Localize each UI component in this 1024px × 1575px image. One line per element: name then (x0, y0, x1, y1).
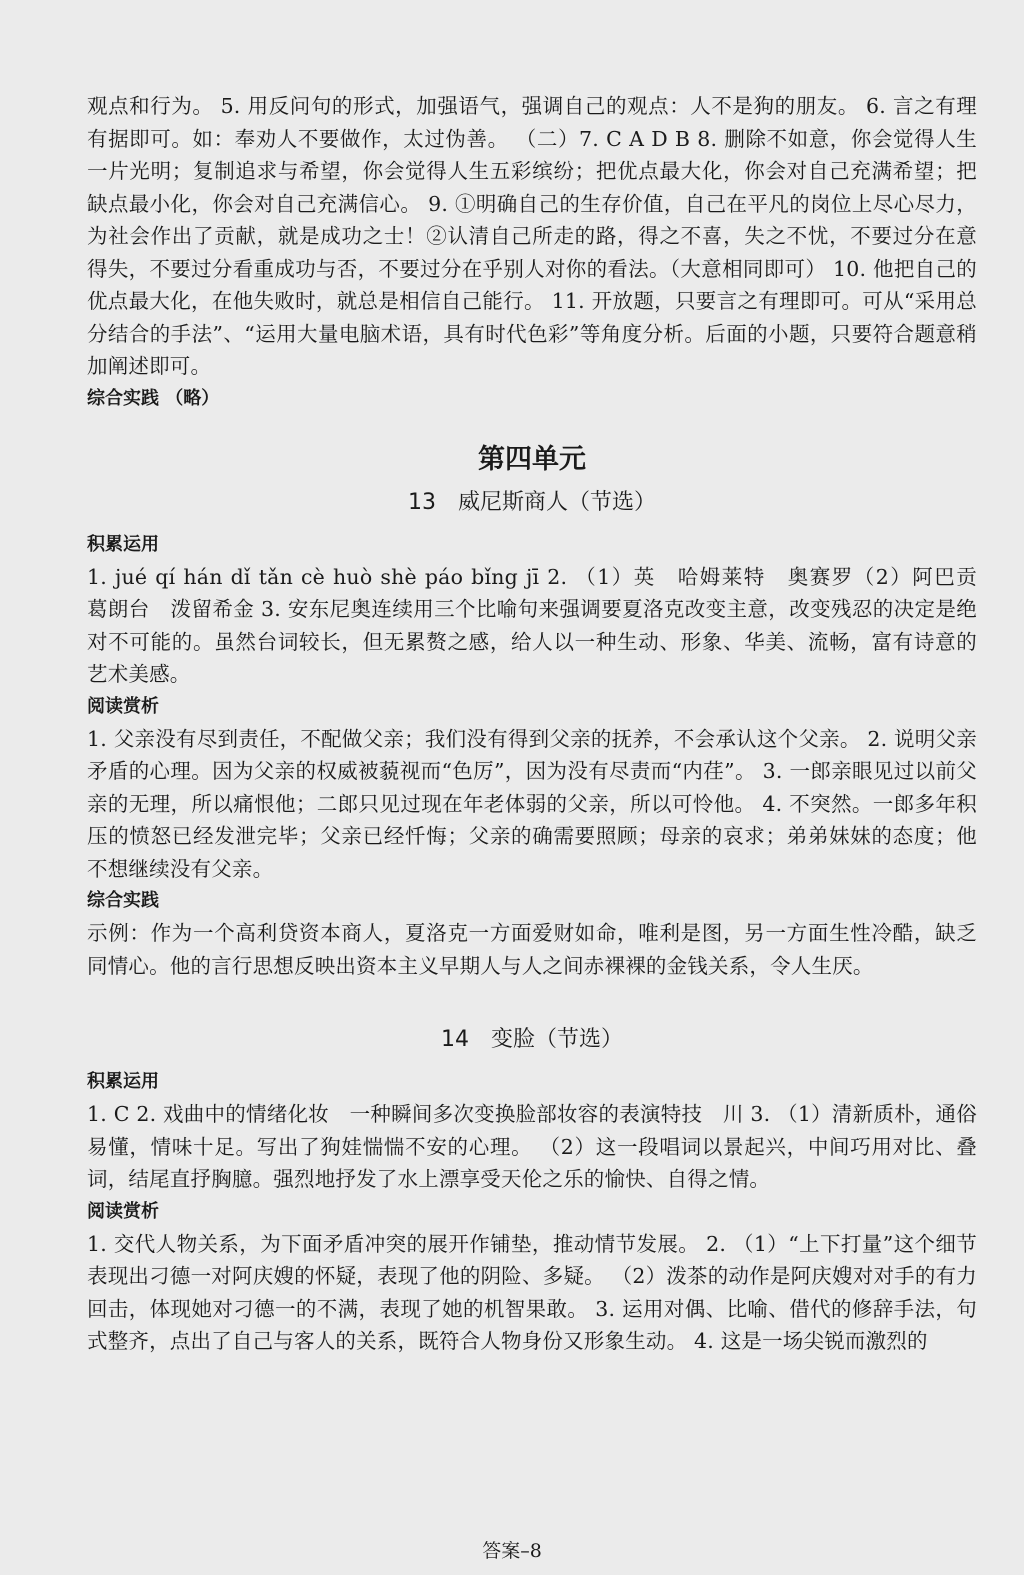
lesson13-section-accumulation-text: 1. jué qí hán dǐ tǎn cè huò shè páo bǐng jī 2. （1）英 哈姆莱特 奥赛罗（2）阿巴贡 葛朗台 泼留希金 3. 安东尼奥连续用三个比喻句来强调要夏洛克改变主意，改变残忍的决定是绝对不可能的。虽然台词较长，但无累赘之感，给人以一种生动、形象、华美、流畅，富有诗意的艺术美感。 (87, 564, 998, 686)
lesson14-section-accumulation-heading: 积累运用 (87, 1071, 159, 1092)
lesson13-title: 13 威尼斯商人（节选） (408, 489, 656, 515)
lesson14-section-reading-heading: 阅读赏析 (87, 1200, 159, 1222)
lesson13-section-reading-text: 1. 父亲没有尽到责任，不配做父亲；我们没有得到父亲的抚养，不会承认这个父亲。 2. 说明父亲矛盾的心理。因为父亲的权威被藐视而“色厉”，因为没有尽责而“内荏”。 3. 一郎亲眼见过以前父亲的无理，所以痛恨他；二郎只见过现在年老体弱的父亲，所以可怜他。 4. 不突然。一郎多年积压的愤怒已经发泄完毕；父亲已经忏悔；父亲的确需要照顾；母亲的哀求；弟弟妹妹的态度；他不想继续没有父亲。 (87, 726, 977, 881)
unit-title: 第四单元 (478, 443, 586, 475)
lesson13-section-accumulation-heading: 积累运用 (87, 533, 159, 555)
lesson13-section-reading-heading: 阅读赏析 (87, 695, 159, 717)
lesson13-section-practice-text: 示例：作为一个高利贷资本商人，夏洛克一方面爱财如命，唯利是图，另一方面生性冷酷，缺乏同情心。他的言行思想反映出资本主义早期人与人之间赤裸裸的金钱关系，令人生厌。 (87, 921, 977, 978)
intro-paragraph: 观点和行为。 5. 用反问句的形式，加强语气，强调自己的观点：人不是狗的朋友。 6. 言之有理有据即可。如：奉劝人不要做作，太过伪善。 （二）7. C A D B 8. 删除不如意，你会觉得人生一片光明；复制追求与希望，你会觉得人生五彩缤纷；把优点最大化，你会对自己充满希望；把缺点最小化，你会对自己充满信心。 9. ①明确自己的生存价值，自己在平凡的岗位上尽心尽力，为社会作出了贡献，就是成功之士！②认清自己所走的路，得之不喜，失之不忧，不要过分在意得失，不要过分看重成功与否，不要过分在乎别人对你的看法。（大意相同即可） 10. 他把自己的优点最大化，在他失败时，就总是相信自己能行。 11. 开放题，只要言之有理即可。可从“采用总分结合的手法”、“运用大量电脑术语，具有时代色彩”等角度分析。后面的小题，只要符合题意稍加阐述即可。 (87, 94, 977, 378)
lesson14-title: 14 变脸（节选） (441, 1027, 623, 1052)
intro-practice-heading: 综合实践 （略） (87, 387, 220, 409)
lesson14-section-reading-text: 1. 交代人物关系，为下面矛盾冲突的展开作铺垫，推动情节发展。 2. （1）“上下打量”这个细节表现出刁德一对阿庆嫂的怀疑，表现了他的阴险、多疑。 （2）泼茶的动作是阿庆嫂对对手的有力回击，体现她对刁德一的不满，表现了她的机智果敢。 3. 运用对偶、比喻、借代的修辞手法，句式整齐，点出了自己与客人的关系，既符合人物身份又形象生动。 4. 这是一场尖锐而激烈的 (87, 1231, 977, 1353)
lesson14-section-accumulation-text: 1. C 2. 戏曲中的情绪化妆 一种瞬间多次变换脸部妆容的表演特技 川 3. （1）清新质朴，通俗易懂，情味十足。写出了狗娃惴惴不安的心理。 （2）这一段唱词以景起兴，中间巧用对比、叠词，结尾直抒胸臆。强烈地抒发了水上漂享受天伦之乐的愉快、自得之情。 (87, 1102, 977, 1191)
page-content (87, 90, 998, 1358)
page-number: 答案–8 (482, 1540, 542, 1562)
lesson13-section-practice-heading: 综合实践 (87, 890, 159, 911)
